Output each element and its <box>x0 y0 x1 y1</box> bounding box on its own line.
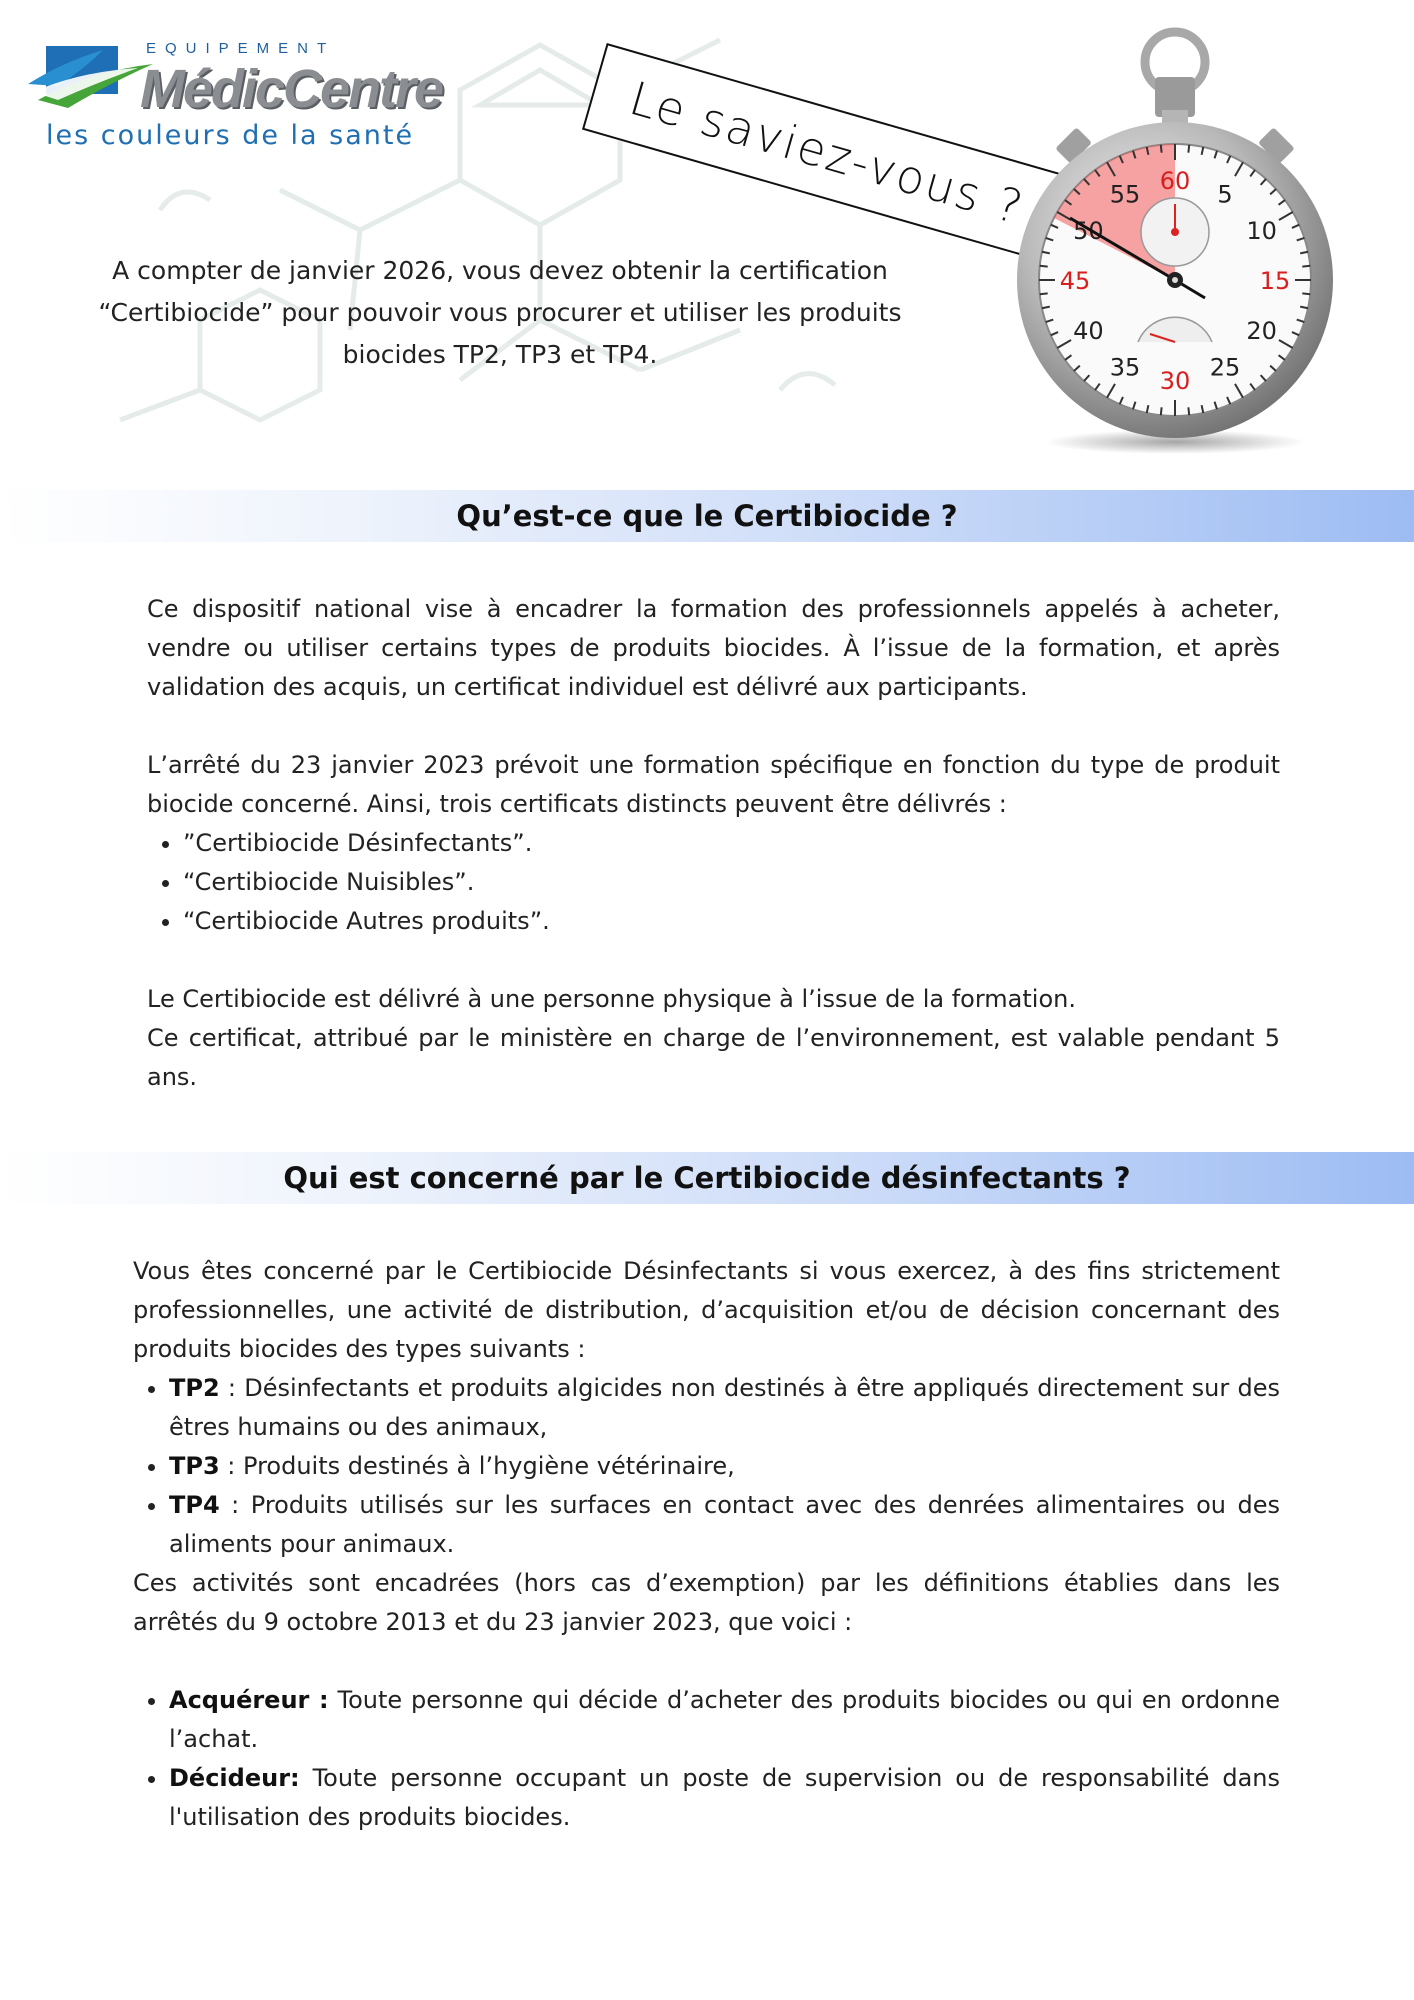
list-item <box>169 1681 1280 1759</box>
list-item <box>169 1486 1280 1564</box>
dial-number: 25 <box>1209 353 1241 382</box>
dial-number: 60 <box>1159 167 1191 195</box>
type-code: TP2 <box>169 1374 220 1402</box>
dial-tick <box>1161 407 1162 415</box>
section-concerned-body <box>133 1252 1280 1837</box>
list-item <box>169 1447 1280 1486</box>
role-list <box>133 1681 1280 1837</box>
section-certibiocide-body <box>147 590 1280 1097</box>
paragraph: Vous êtes concerné par le Certibiocide Désinfectants si vous exercez, à des fins strictement professionnelles, une activité de distribution, d’acquisition et/ou de décision concernant des produits biocides des types suivants : <box>133 1257 1280 1363</box>
role-definition: Toute personne qui décide d’acheter des produits biocides ou qui en ordonne l’achat. <box>169 1686 1280 1753</box>
role-definition: Toute personne occupant un poste de supervision ou de responsabilité dans l'utilisation des produits biocides. <box>169 1764 1280 1831</box>
list-item: • “Certibiocide Nuisibles”. <box>183 863 1280 902</box>
paragraph: Ce certificat, attribué par le ministère en charge de l’environnement, est valable pendant 5 ans. <box>147 1024 1280 1091</box>
certificate-list <box>147 824 1280 941</box>
type-description: : Produits utilisés sur les surfaces en contact avec des denrées alimentaires ou des aliments pour animaux. <box>169 1491 1280 1558</box>
dial-tick <box>1161 145 1162 153</box>
dial-tick <box>1188 407 1189 415</box>
list-item <box>169 1759 1280 1837</box>
type-description: : Désinfectants et produits algicides non destinés à être appliqués directement sur des êtres humains ou des animaux, <box>169 1374 1280 1441</box>
stopwatch-icon <box>1010 22 1340 462</box>
product-type-list <box>133 1369 1280 1564</box>
logo-swoosh-icon <box>28 42 158 117</box>
dial-tick <box>1188 145 1189 153</box>
dial-number: 50 <box>1073 217 1104 245</box>
role-term: Acquéreur : <box>169 1686 329 1714</box>
list-item <box>169 1369 1280 1447</box>
dial-number: 40 <box>1073 317 1104 345</box>
did-you-know-stamp: Le saviez-vous ? <box>582 43 1072 263</box>
dial-number: 10 <box>1246 217 1277 245</box>
dial-number: 20 <box>1246 317 1277 345</box>
section-header-certibiocide <box>0 490 1414 542</box>
paragraph: Le Certibiocide est délivré à une personne physique à l’issue de la formation. <box>147 985 1076 1013</box>
dial-tick <box>1302 293 1310 294</box>
type-code: TP3 <box>169 1452 220 1480</box>
dial-number: 15 <box>1259 267 1291 295</box>
type-code: TP4 <box>169 1491 220 1519</box>
logo-tagline: les couleurs de la santé <box>46 120 415 151</box>
paragraph: Ce dispositif national vise à encadrer la formation des professionnels appelés à acheter, vendre ou utiliser certains types de produits biocides. À l’issue de la formation, et après validation des acquis, un certificat individuel est délivré aux participants. <box>147 595 1280 701</box>
logo-equipement-label: EQUIPEMENT <box>146 40 336 57</box>
list-item: • ”Certibiocide Désinfectants”. <box>183 824 1280 863</box>
dial-tick <box>1040 293 1048 294</box>
paragraph: L’arrêté du 23 janvier 2023 prévoit une formation spécifique en fonction du type de produit biocide concerné. Ainsi, trois certificats distincts peuvent être délivrés : <box>147 751 1280 818</box>
dial-tick <box>1040 266 1048 267</box>
logo-brand-name: MédicCentre <box>140 59 443 119</box>
company-logo[interactable] <box>28 40 468 160</box>
type-description: : Produits destinés à l’hygiène vétérinaire, <box>219 1452 735 1480</box>
dial-number: 30 <box>1159 367 1191 395</box>
list-item: • “Certibiocide Autres produits”. <box>183 902 1280 941</box>
dial-number: 55 <box>1109 180 1141 209</box>
section-header-concerned <box>0 1152 1414 1204</box>
dial-tick <box>1302 266 1310 267</box>
intro-text: A compter de janvier 2026, vous devez obtenir la certification “Certibiocide” pour pouvoir vous procurer et utiliser les produits biocides TP2, TP3 et TP4. <box>98 256 902 369</box>
dial-number: 5 <box>1217 180 1233 209</box>
paragraph: Ces activités sont encadrées (hors cas d’exemption) par les définitions établies dans les arrêtés du 9 octobre 2013 et du 23 janvier 2023, que voici : <box>133 1569 1280 1636</box>
section-title: Qu’est-ce que le Certibiocide ? <box>456 499 958 533</box>
dial-number: 45 <box>1059 267 1091 295</box>
dial-number: 35 <box>1109 353 1141 382</box>
section-title: Qui est concerné par le Certibiocide désinfectants ? <box>283 1161 1131 1195</box>
role-term: Décideur: <box>169 1764 300 1792</box>
